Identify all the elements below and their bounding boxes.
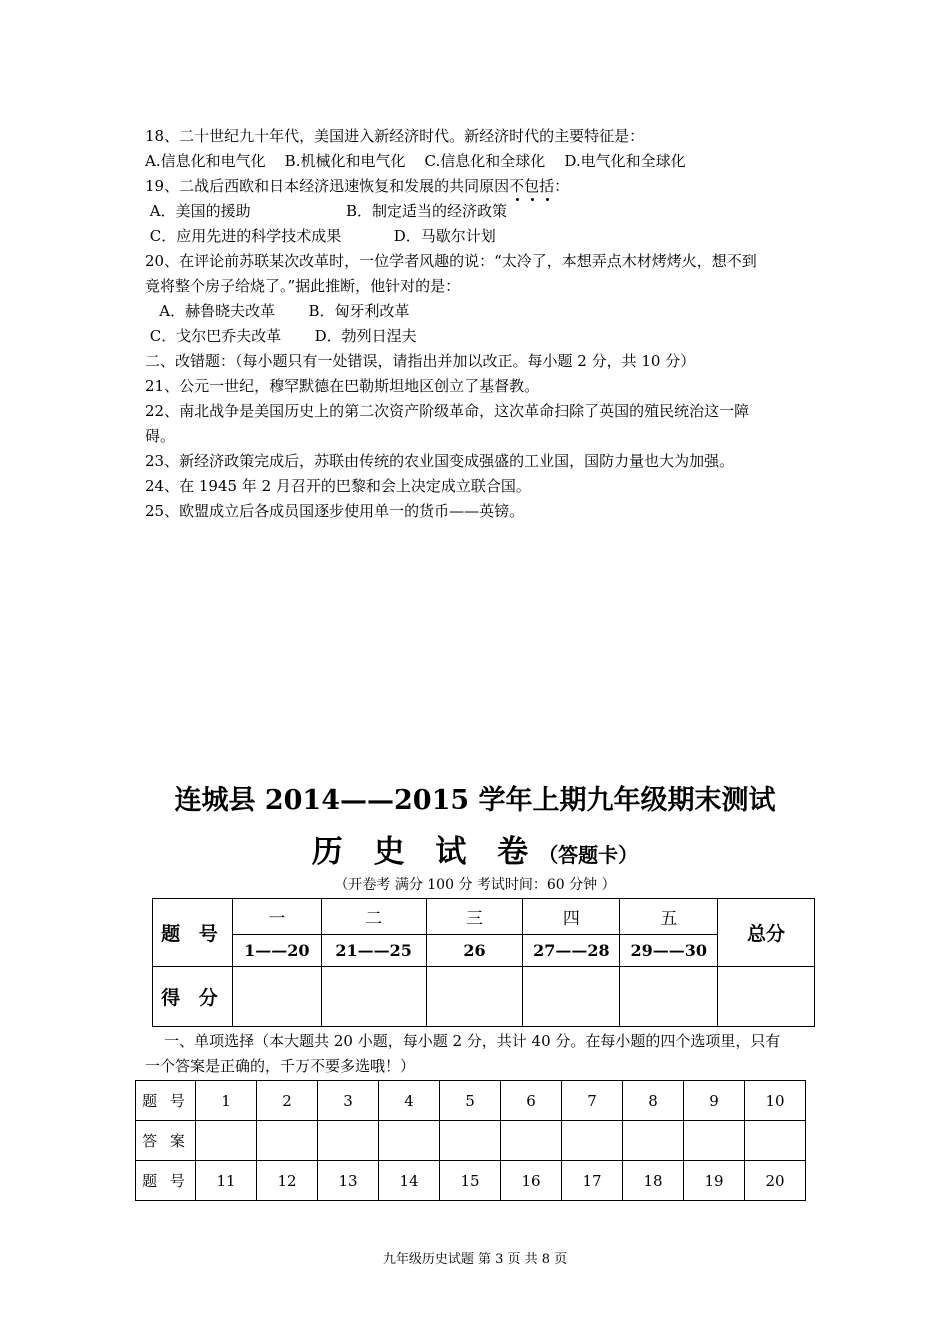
question-19-colon: ： [554, 177, 570, 195]
section-name: 四 [523, 899, 620, 935]
subject-note: （答题卡） [538, 843, 639, 867]
question-number-label: 题 号 [136, 1161, 196, 1201]
question-number: 16 [501, 1161, 562, 1201]
question-19 [145, 176, 569, 196]
total-label: 总分 [718, 899, 815, 967]
question-19-options-cd: C．应用先进的科学技术成果 D．马歇尔计划 [145, 227, 496, 245]
answer-cell[interactable] [745, 1121, 806, 1161]
question-number: 10 [745, 1081, 806, 1121]
question-number: 7 [562, 1081, 623, 1121]
question-21: 21、公元一世纪，穆罕默德在巴勒斯坦地区创立了基督教。 [145, 377, 540, 395]
score-cell[interactable] [426, 967, 523, 1027]
section-name: 二 [321, 899, 426, 935]
score-cell[interactable] [321, 967, 426, 1027]
section-2-heading: 二、改错题：（每小题只有一处错误，请指出并加以改正。每小题 2 分，共 10 分） [145, 352, 696, 370]
mc-instruction-cont: 一个答案是正确的，千万不要多选哦！） [145, 1057, 416, 1075]
question-number: 9 [684, 1081, 745, 1121]
answer-label: 答 案 [136, 1121, 196, 1161]
question-number: 6 [501, 1081, 562, 1121]
question-number: 12 [257, 1161, 318, 1201]
question-number: 13 [318, 1161, 379, 1201]
emphasis-char: 包 [524, 177, 540, 195]
answer-cell[interactable] [684, 1121, 745, 1161]
exam-info: （开卷考 满分 100 分 考试时间：60 分钟 ） [334, 877, 616, 893]
question-22: 22、南北战争是美国历史上的第二次资产阶级革命，这次革命扫除了英国的殖民统治这一障 [145, 402, 750, 420]
question-number: 18 [623, 1161, 684, 1201]
question-20-options-cd: C．戈尔巴乔夫改革 D．勃列日涅夫 [145, 327, 417, 345]
question-22-cont: 碍。 [145, 427, 176, 445]
question-number: 11 [196, 1161, 257, 1201]
question-19-text: 19、二战后西欧和日本经济迅速恢复和发展的共同原因 [145, 177, 510, 195]
question-number: 5 [440, 1081, 501, 1121]
section-name: 三 [426, 899, 523, 935]
answer-card-subject [0, 826, 950, 871]
score-label: 得 分 [153, 967, 233, 1027]
answer-cell[interactable] [501, 1121, 562, 1161]
question-25: 25、欧盟成立后各成员国逐步使用单一的货币——英镑。 [145, 502, 525, 520]
score-cell[interactable] [232, 967, 321, 1027]
question-18-options: A.信息化和电气化 B.机械化和电气化 C.信息化和全球化 D.电气化和全球化 [145, 152, 686, 170]
section-name: 一 [232, 899, 321, 935]
question-number: 4 [379, 1081, 440, 1121]
question-number: 2 [257, 1081, 318, 1121]
question-number: 14 [379, 1161, 440, 1201]
score-table [152, 898, 815, 1027]
question-number: 1 [196, 1081, 257, 1121]
question-24: 24、在 1945 年 2 月召开的巴黎和会上决定成立联合国。 [145, 477, 531, 495]
page-footer: 九年级历史试题 第 3 页 共 8 页 [382, 1252, 568, 1267]
answer-cell[interactable] [562, 1121, 623, 1161]
question-20: 20、在评论前苏联某次改革时，一位学者风趣的说：“太冷了，本想弄点木材烤烤火，想不到 [145, 252, 757, 270]
section-name: 五 [620, 899, 718, 935]
section-range: 27——28 [523, 935, 620, 967]
emphasis-char: 括 [539, 177, 555, 195]
question-18: 18、二十世纪九十年代，美国进入新经济时代。新经济时代的主要特征是： [145, 127, 645, 145]
score-row-label: 题 号 [153, 899, 233, 967]
answer-cell[interactable] [623, 1121, 684, 1161]
question-number-label: 题 号 [136, 1081, 196, 1121]
answer-card-title: 连城县 2014——2015 学年上期九年级期末测试 [174, 785, 776, 816]
question-number: 8 [623, 1081, 684, 1121]
question-number: 20 [745, 1161, 806, 1201]
answer-cell[interactable] [196, 1121, 257, 1161]
question-20-cont: 竟将整个房子给烧了。”据此推断，他针对的是： [145, 277, 461, 295]
question-23: 23、新经济政策完成后，苏联由传统的农业国变成强盛的工业国，国防力量也大为加强。 [145, 452, 735, 470]
subject-title: 历 史 试 卷 [311, 834, 539, 870]
answer-cell[interactable] [257, 1121, 318, 1161]
question-number: 19 [684, 1161, 745, 1201]
section-range: 21——25 [321, 935, 426, 967]
score-cell[interactable] [620, 967, 718, 1027]
section-range: 1——20 [232, 935, 321, 967]
question-number: 3 [318, 1081, 379, 1121]
answer-cell[interactable] [318, 1121, 379, 1161]
question-20-options-ab: A．赫鲁晓夫改革 B．匈牙利改革 [145, 302, 410, 320]
answer-cell[interactable] [379, 1121, 440, 1161]
emphasis-char: 不 [509, 177, 525, 195]
section-range: 29——30 [620, 935, 718, 967]
total-score-cell[interactable] [718, 967, 815, 1027]
answer-table [135, 1080, 806, 1201]
question-19-options-ab: A．美国的援助 B．制定适当的经济政策 [145, 202, 507, 220]
question-number: 15 [440, 1161, 501, 1201]
question-number: 17 [562, 1161, 623, 1201]
section-range: 26 [426, 935, 523, 967]
answer-cell[interactable] [440, 1121, 501, 1161]
mc-instruction: 一、单项选择（本大题共 20 小题，每小题 2 分，共计 40 分。在每小题的四个选项里，只有 [145, 1032, 781, 1050]
score-cell[interactable] [523, 967, 620, 1027]
